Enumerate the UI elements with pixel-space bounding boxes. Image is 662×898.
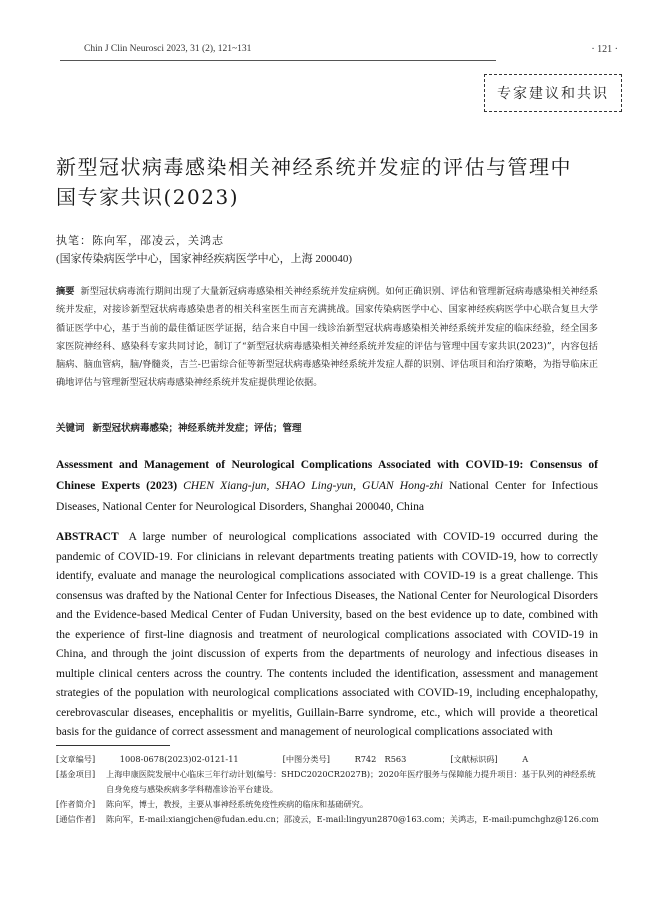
column-label: 专家建议和共识: [497, 86, 609, 102]
page-number: · 121 ·: [591, 44, 618, 55]
abstract-en: [56, 528, 598, 743]
abstract-cn: [56, 283, 598, 393]
english-authors: CHEN Xiang-jun, SHAO Ling-yun, GUAN Hong-zhi: [183, 479, 443, 492]
doc-code-label: [文献标识码]: [450, 754, 498, 764]
running-head: Chin J Clin Neurosci 2023, 31 (2), 121~131: [84, 44, 252, 54]
keywords-cn-text: 新型冠状病毒感染；神经系统并发症；评估；管理: [92, 423, 302, 434]
corresponding-text: 陈向军，E-mail:xiangjchen@fudan.edu.cn；邵凌云，E-mail:lingyun2870@163.com；关鸿志，E-mail:pumchghz@126.com: [106, 814, 599, 824]
title-cn: 新型冠状病毒感染相关神经系统并发症的评估与管理中国专家共识(2023): [56, 155, 572, 209]
english-affiliation: National Center for Infectious Diseases, National Center for Neurological Disorders, Shanghai 200040, China: [56, 479, 598, 513]
english-title: Assessment and Management of Neurological Complications Associated with COVID-19: Consensus of Chinese Experts (2023): [56, 458, 598, 492]
authors-cn: 执笔：陈向军，邵凌云，关鸿志: [56, 234, 224, 247]
abstract-cn-text: 新型冠状病毒流行期间出现了大量新冠病毒感染相关神经系统并发症病例。如何正确识别、评估和管理新冠病毒感染相关神经系统并发症，对接诊新型冠状病毒感染患者的相关科室医生而言充满挑战。国家传染病医学中心、国家神经疾病医学中心联合复旦大学循证医学中心，基于当前的最佳循证医学证据，结合来自中国一线诊治新型冠状病毒感染相关神经系统并发症的临床经验，经全国多家医院神经科、感染科专家共同讨论，制订了“新型冠状病毒感染相关神经系统并发症的评估与管理中国专家共识(2023)”，内容包括脑病、脑血管病，脑/脊髓炎，吉兰-巴雷综合征等新型冠状病毒感染神经系统并发症人群的识别、评估项目和治疗策略，为指导临床正确地评估与管理新型冠状病毒感染神经系统并发症提供理论依据。: [56, 286, 599, 389]
author-bio-text: 陈向军，博士，教授，主要从事神经系统免疫性疾病的临床和基础研究。: [106, 799, 369, 809]
fund-text: 上海申康医院发展中心临床三年行动计划(编号：SHDC2020CR2027B)；2020年医疗服务与保障能力提升项目：基于队列的神经系统自身免疫与感染疾病多学科精准诊治平台建设。: [106, 769, 596, 794]
footnote-rule: [56, 745, 170, 746]
clc-label: [中图分类号]: [282, 754, 330, 764]
doc-code: A: [522, 754, 529, 764]
english-title-block: [56, 454, 598, 517]
abstract-cn-label: 摘要: [56, 286, 75, 297]
keywords-cn-label: 关键词: [56, 423, 85, 434]
footnote-meta-row: [56, 752, 602, 767]
author-bio-row: [56, 797, 602, 812]
footnotes: [56, 752, 602, 827]
fund-row: [56, 767, 602, 797]
header-rule: [60, 60, 496, 61]
article-number: 1008-0678(2023)02-0121-11: [119, 754, 239, 764]
keywords-cn: [56, 420, 310, 434]
clc-number: R742 R563: [354, 754, 407, 764]
author-bio-label: [作者简介]: [56, 799, 96, 809]
affiliation-cn: (国家传染病医学中心，国家神经疾病医学中心，上海 200040): [56, 253, 353, 265]
column-label-box: [484, 74, 622, 112]
abstract-en-label: ABSTRACT: [56, 531, 119, 543]
corresponding-label: [通信作者]: [56, 814, 96, 824]
fund-label: [基金项目]: [56, 769, 96, 779]
corresponding-row: [56, 812, 602, 827]
abstract-en-text: A large number of neurological complications associated with COVID-19 occurred during the pandemic of COVID-19. For clinicians in relevant departments treating patients with COVID-19, how to correctly identify, evaluate and manage the neurological complications associated with COVID-19 is a great challenge. This consensus was drafted by the National Center for Infectious Diseases, the National Center for Neurological Disorders and the Evidence-based Medical Center of Fudan University, based on the best evidence up to date, combined with the experience of first-line diagnosis and treatment of neurological complications associated with COVID-19 in China, and through the joint discussion of experts from the departments of neurology and infectious diseases in multiple clinical centers across the country. The contents included the identification, assessment and management strategies of the population with neurological complications associated with COVID-19, including encephalopathy, cerebrovascular diseases, encephalitis or myelitis, Guillain-Barre syndrome, etc., which will provide a theoretical basis for the guidance of correct assessment and management of neurological complications associated with: [56, 531, 598, 738]
article-number-label: [文章编号]: [56, 754, 96, 764]
